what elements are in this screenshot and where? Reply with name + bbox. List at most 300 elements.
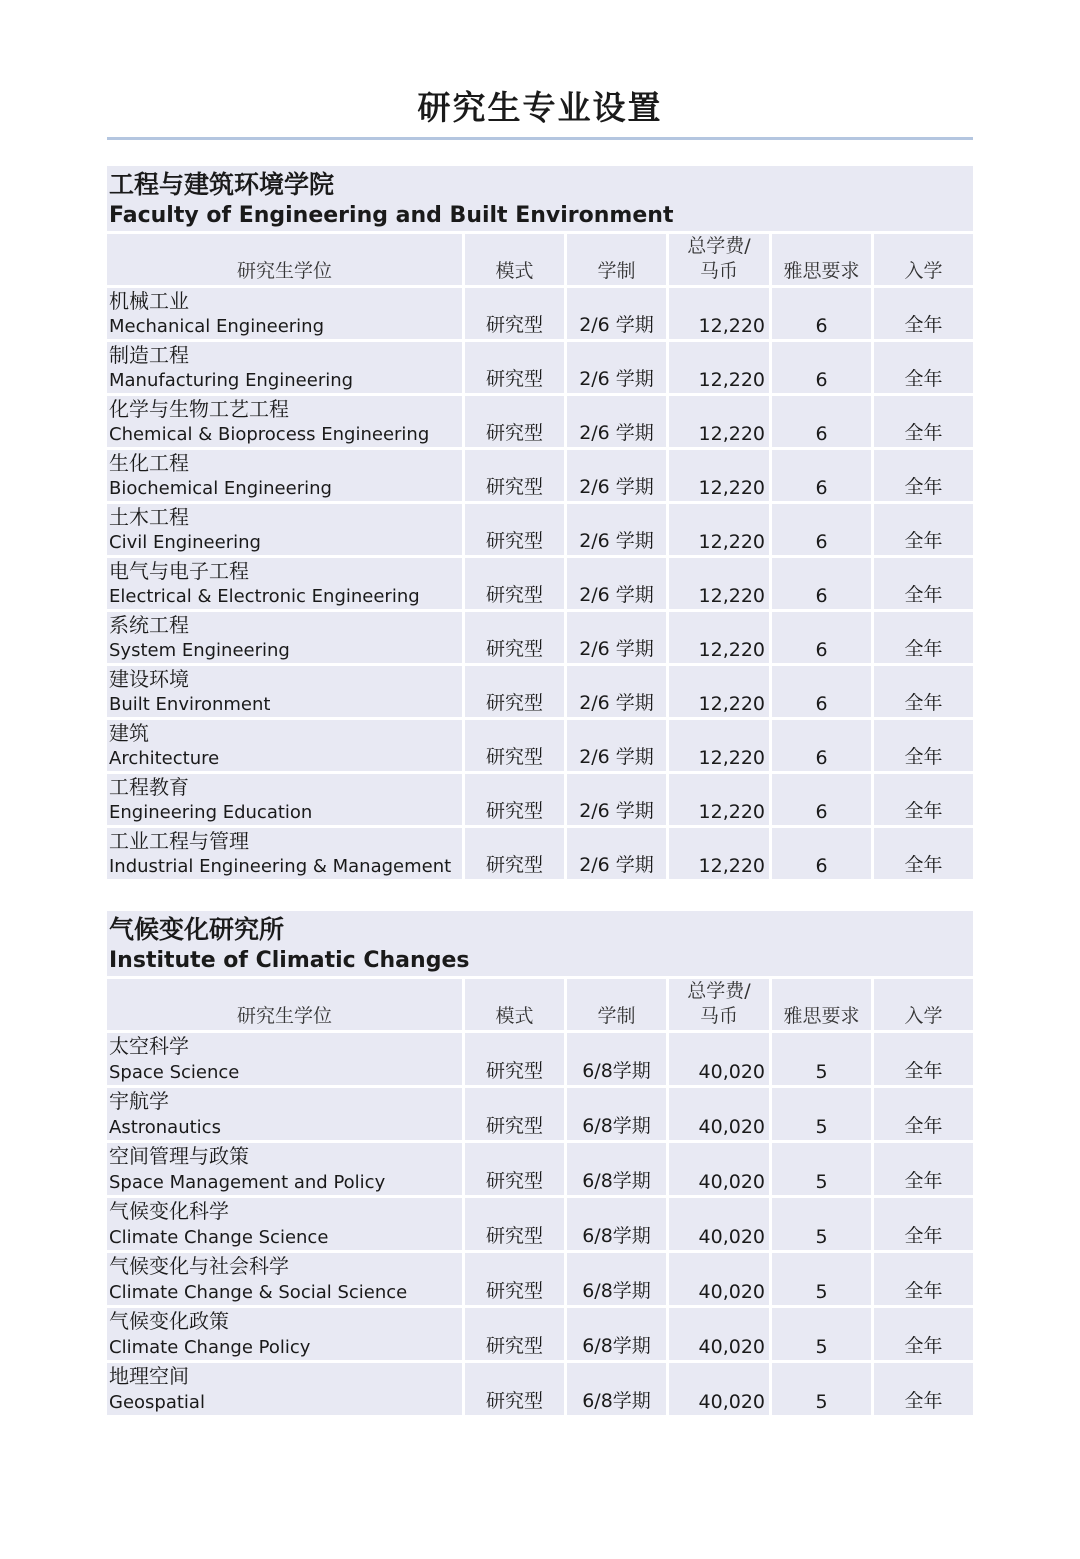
table-row: [107, 504, 973, 558]
mode-value: 研究型: [485, 800, 543, 822]
fee-value: 12,220: [698, 747, 765, 769]
duration-value: 6/8学期: [582, 1060, 651, 1082]
table-row: [107, 1143, 973, 1198]
intake-cell: [874, 1033, 973, 1085]
program-name-en: Climate Change & Social Science: [109, 1282, 408, 1303]
program-name-zh: 生化工程: [109, 451, 189, 475]
table-row: [107, 612, 973, 666]
program-name-en: Built Environment: [109, 694, 271, 715]
fee-value: 12,220: [698, 639, 765, 661]
mode-value: 研究型: [485, 1335, 543, 1357]
duration-cell: [567, 1363, 669, 1415]
ielts-cell: [772, 828, 874, 879]
intake-cell: [874, 774, 973, 825]
program-name-zh: 系统工程: [109, 613, 189, 637]
intake-cell: [874, 612, 973, 663]
fee-value: 12,220: [698, 801, 765, 823]
section-title-en: Institute of Climatic Changes: [109, 948, 470, 973]
mode-value: 研究型: [485, 1390, 543, 1412]
duration-cell: [567, 828, 669, 879]
program-cell: [107, 828, 465, 879]
program-cell: [107, 1363, 465, 1415]
program-name: [107, 396, 429, 447]
mode-cell: [465, 612, 567, 663]
intake-value: 全年: [904, 1390, 943, 1412]
fee-value: 12,220: [698, 477, 765, 499]
ielts-cell: [772, 288, 874, 339]
mode-value: 研究型: [485, 476, 543, 498]
fee-cell: [669, 504, 772, 555]
program-name-zh: 气候变化政策: [109, 1309, 229, 1333]
ielts-value: 6: [815, 855, 828, 877]
mode-value: 研究型: [485, 422, 543, 444]
section-header: [107, 166, 973, 234]
duration-value: 2/6 学期: [579, 368, 654, 390]
program-name-en: Space Management and Policy: [109, 1172, 386, 1193]
table-row: [107, 666, 973, 720]
program-name-en: Biochemical Engineering: [109, 478, 332, 499]
ielts-cell: [772, 1308, 874, 1360]
column-header-degree: [107, 979, 465, 1030]
intake-cell: [874, 828, 973, 879]
intake-value: 全年: [904, 854, 943, 876]
intake-value: 全年: [904, 692, 943, 714]
program-name-en: Mechanical Engineering: [109, 316, 324, 337]
column-header-ielts: [772, 234, 874, 285]
program-name-zh: 气候变化与社会科学: [109, 1254, 289, 1278]
ielts-value: 6: [815, 531, 828, 553]
program-name: [107, 288, 324, 339]
program-name-zh: 工业工程与管理: [109, 829, 249, 853]
column-header-fee: [669, 979, 772, 1030]
program-name-en: Climate Change Science: [109, 1227, 329, 1248]
fee-cell: [669, 396, 772, 447]
column-header-intake-label: 入学: [904, 260, 943, 282]
program-name: [107, 1363, 205, 1415]
fee-cell: [669, 342, 772, 393]
mode-cell: [465, 1088, 567, 1140]
table-row: [107, 342, 973, 396]
program-name-en: Astronautics: [109, 1117, 221, 1138]
ielts-cell: [772, 342, 874, 393]
intake-value: 全年: [904, 530, 943, 552]
ielts-value: 5: [815, 1171, 828, 1193]
intake-value: 全年: [904, 638, 943, 660]
intake-cell: [874, 504, 973, 555]
ielts-value: 6: [815, 747, 828, 769]
ielts-value: 5: [815, 1226, 828, 1248]
program-name: [107, 774, 312, 825]
intake-value: 全年: [904, 1280, 943, 1302]
fee-value: 12,220: [698, 693, 765, 715]
ielts-value: 6: [815, 801, 828, 823]
intake-cell: [874, 288, 973, 339]
fee-value: 40,020: [698, 1171, 765, 1193]
mode-value: 研究型: [485, 368, 543, 390]
ielts-cell: [772, 1198, 874, 1250]
duration-cell: [567, 774, 669, 825]
program-name: [107, 1033, 239, 1085]
program-cell: [107, 1033, 465, 1085]
ielts-cell: [772, 720, 874, 771]
mode-cell: [465, 1308, 567, 1360]
program-name: [107, 1308, 310, 1360]
fee-cell: [669, 1363, 772, 1415]
program-name-zh: 建设环境: [109, 667, 189, 691]
fee-cell: [669, 612, 772, 663]
duration-cell: [567, 396, 669, 447]
duration-cell: [567, 342, 669, 393]
fee-cell: [669, 450, 772, 501]
mode-value: 研究型: [485, 1280, 543, 1302]
program-name: [107, 450, 332, 501]
duration-cell: [567, 1198, 669, 1250]
ielts-value: 5: [815, 1061, 828, 1083]
intake-cell: [874, 1143, 973, 1195]
program-name: [107, 1143, 385, 1195]
duration-value: 2/6 学期: [579, 314, 654, 336]
table-row: [107, 396, 973, 450]
program-name: [107, 558, 420, 609]
intake-value: 全年: [904, 1335, 943, 1357]
intake-cell: [874, 1363, 973, 1415]
fee-cell: [669, 558, 772, 609]
fee-cell: [669, 666, 772, 717]
title-underline: [107, 137, 973, 140]
fee-cell: [669, 1198, 772, 1250]
program-cell: [107, 1198, 465, 1250]
duration-value: 2/6 学期: [579, 476, 654, 498]
duration-value: 2/6 学期: [579, 638, 654, 660]
fee-cell: [669, 720, 772, 771]
mode-value: 研究型: [485, 638, 543, 660]
fee-value: 12,220: [698, 585, 765, 607]
fee-cell: [669, 288, 772, 339]
fee-value: 12,220: [698, 315, 765, 337]
duration-cell: [567, 1143, 669, 1195]
duration-value: 2/6 学期: [579, 422, 654, 444]
fee-cell: [669, 1253, 772, 1305]
column-header-ielts-label: 雅思要求: [783, 1005, 860, 1027]
ielts-value: 5: [815, 1116, 828, 1138]
fee-header-line2: 马币: [699, 259, 738, 282]
program-cell: [107, 1088, 465, 1140]
duration-value: 2/6 学期: [579, 854, 654, 876]
ielts-value: 6: [815, 369, 828, 391]
duration-cell: [567, 558, 669, 609]
column-header-degree: [107, 234, 465, 285]
program-cell: [107, 720, 465, 771]
intake-cell: [874, 342, 973, 393]
program-cell: [107, 558, 465, 609]
table-row: [107, 1033, 973, 1088]
column-header-degree-label: 研究生学位: [236, 260, 332, 282]
program-cell: [107, 1253, 465, 1305]
duration-value: 2/6 学期: [579, 746, 654, 768]
mode-cell: [465, 396, 567, 447]
program-name-en: Manufacturing Engineering: [109, 370, 354, 391]
program-cell: [107, 1308, 465, 1360]
table-row: [107, 720, 973, 774]
program-cell: [107, 504, 465, 555]
intake-value: 全年: [904, 476, 943, 498]
duration-cell: [567, 612, 669, 663]
mode-value: 研究型: [485, 584, 543, 606]
fee-cell: [669, 1033, 772, 1085]
table-row: [107, 1253, 973, 1308]
program-name: [107, 342, 353, 393]
duration-cell: [567, 1033, 669, 1085]
mode-value: 研究型: [485, 1115, 543, 1137]
table-row: [107, 288, 973, 342]
section-engineering: [107, 166, 973, 882]
mode-cell: [465, 1253, 567, 1305]
duration-value: 6/8学期: [582, 1170, 651, 1192]
column-header-mode: [465, 979, 567, 1030]
duration-cell: [567, 1308, 669, 1360]
intake-value: 全年: [904, 422, 943, 444]
intake-cell: [874, 450, 973, 501]
program-name-zh: 机械工业: [109, 289, 189, 313]
column-header-duration-label: 学制: [597, 1005, 636, 1027]
mode-value: 研究型: [485, 746, 543, 768]
ielts-value: 6: [815, 693, 828, 715]
column-header-intake: [874, 234, 973, 285]
intake-cell: [874, 1308, 973, 1360]
table-row: [107, 828, 973, 882]
ielts-value: 5: [815, 1391, 828, 1413]
ielts-cell: [772, 1363, 874, 1415]
ielts-cell: [772, 1033, 874, 1085]
program-name-en: Chemical & Bioprocess Engineering: [109, 424, 430, 445]
duration-cell: [567, 504, 669, 555]
mode-cell: [465, 1363, 567, 1415]
program-name-en: Civil Engineering: [109, 532, 261, 553]
column-header-ielts: [772, 979, 874, 1030]
column-header-intake: [874, 979, 973, 1030]
column-header-mode-label: 模式: [495, 260, 534, 282]
duration-cell: [567, 720, 669, 771]
program-name-zh: 电气与电子工程: [109, 559, 249, 583]
ielts-cell: [772, 450, 874, 501]
intake-value: 全年: [904, 1225, 943, 1247]
fee-value: 12,220: [698, 855, 765, 877]
fee-value: 40,020: [698, 1061, 765, 1083]
column-header-degree-label: 研究生学位: [236, 1005, 332, 1027]
column-header-mode: [465, 234, 567, 285]
section-title-en: Faculty of Engineering and Built Environment: [109, 203, 674, 228]
fee-value: 40,020: [698, 1281, 765, 1303]
ielts-cell: [772, 1088, 874, 1140]
duration-value: 6/8学期: [582, 1390, 651, 1412]
program-name-zh: 气候变化科学: [109, 1199, 229, 1223]
table-row: [107, 1088, 973, 1143]
mode-cell: [465, 828, 567, 879]
program-name-zh: 化学与生物工艺工程: [109, 397, 289, 421]
intake-cell: [874, 720, 973, 771]
fee-cell: [669, 774, 772, 825]
program-name: [107, 666, 270, 717]
program-name: [107, 720, 219, 771]
program-name-en: Space Science: [109, 1062, 240, 1083]
program-cell: [107, 612, 465, 663]
program-cell: [107, 774, 465, 825]
column-header-duration-label: 学制: [597, 260, 636, 282]
mode-cell: [465, 1198, 567, 1250]
duration-cell: [567, 666, 669, 717]
fee-value: 40,020: [698, 1391, 765, 1413]
program-name-en: Geospatial: [109, 1392, 205, 1413]
section-header: [107, 911, 973, 979]
column-header-fee: [669, 234, 772, 285]
fee-header-line1: 总学费/: [687, 979, 751, 1002]
program-name-en: Climate Change Policy: [109, 1337, 311, 1358]
ielts-value: 6: [815, 315, 828, 337]
program-name: [107, 828, 451, 879]
ielts-value: 6: [815, 423, 828, 445]
fee-value: 12,220: [698, 531, 765, 553]
fee-cell: [669, 1308, 772, 1360]
program-name-en: Engineering Education: [109, 802, 313, 823]
mode-value: 研究型: [485, 530, 543, 552]
intake-cell: [874, 666, 973, 717]
program-cell: [107, 450, 465, 501]
ielts-value: 6: [815, 585, 828, 607]
intake-cell: [874, 1088, 973, 1140]
duration-value: 2/6 学期: [579, 692, 654, 714]
fee-value: 12,220: [698, 369, 765, 391]
intake-value: 全年: [904, 800, 943, 822]
ielts-value: 5: [815, 1336, 828, 1358]
ielts-cell: [772, 1253, 874, 1305]
intake-cell: [874, 396, 973, 447]
fee-cell: [669, 828, 772, 879]
mode-cell: [465, 774, 567, 825]
program-cell: [107, 288, 465, 339]
mode-value: 研究型: [485, 314, 543, 336]
program-name-zh: 土木工程: [109, 505, 189, 529]
program-name: [107, 1088, 221, 1140]
intake-cell: [874, 1253, 973, 1305]
duration-value: 6/8学期: [582, 1115, 651, 1137]
program-cell: [107, 396, 465, 447]
mode-cell: [465, 558, 567, 609]
program-name-zh: 宇航学: [109, 1089, 169, 1113]
ielts-cell: [772, 396, 874, 447]
fee-cell: [669, 1143, 772, 1195]
ielts-value: 6: [815, 477, 828, 499]
table-row: [107, 774, 973, 828]
duration-cell: [567, 288, 669, 339]
duration-value: 2/6 学期: [579, 530, 654, 552]
column-header-intake-label: 入学: [904, 1005, 943, 1027]
program-name-en: Architecture: [109, 748, 220, 769]
ielts-value: 6: [815, 639, 828, 661]
mode-value: 研究型: [485, 1225, 543, 1247]
intake-cell: [874, 558, 973, 609]
ielts-cell: [772, 1143, 874, 1195]
program-name-zh: 建筑: [109, 721, 149, 745]
fee-header-line1: 总学费/: [687, 234, 751, 257]
duration-value: 6/8学期: [582, 1335, 651, 1357]
intake-value: 全年: [904, 1115, 943, 1137]
program-name: [107, 1253, 407, 1305]
page-title: 研究生专业设置: [417, 88, 663, 127]
duration-cell: [567, 450, 669, 501]
ielts-cell: [772, 504, 874, 555]
intake-value: 全年: [904, 314, 943, 336]
fee-value: 40,020: [698, 1336, 765, 1358]
column-header-ielts-label: 雅思要求: [783, 260, 860, 282]
column-header-duration: [567, 979, 669, 1030]
fee-cell: [669, 1088, 772, 1140]
table-row: [107, 1198, 973, 1253]
section-title-zh: 工程与建筑环境学院: [109, 170, 335, 199]
mode-cell: [465, 1033, 567, 1085]
program-name-zh: 地理空间: [109, 1364, 189, 1388]
column-header-duration: [567, 234, 669, 285]
duration-cell: [567, 1088, 669, 1140]
duration-value: 2/6 学期: [579, 584, 654, 606]
mode-cell: [465, 450, 567, 501]
fee-value: 12,220: [698, 423, 765, 445]
program-name-en: Industrial Engineering & Management: [109, 856, 452, 877]
mode-cell: [465, 720, 567, 771]
program-name: [107, 1198, 328, 1250]
ielts-cell: [772, 774, 874, 825]
program-name: [107, 612, 290, 663]
program-name-zh: 工程教育: [109, 775, 189, 799]
table-row: [107, 1308, 973, 1363]
intake-cell: [874, 1198, 973, 1250]
mode-cell: [465, 504, 567, 555]
column-header-mode-label: 模式: [495, 1005, 534, 1027]
table-row: [107, 558, 973, 612]
mode-cell: [465, 1143, 567, 1195]
mode-value: 研究型: [485, 1060, 543, 1082]
intake-value: 全年: [904, 746, 943, 768]
duration-value: 6/8学期: [582, 1280, 651, 1302]
program-name-zh: 制造工程: [109, 343, 189, 367]
table-header-row: [107, 979, 973, 1033]
section-climatic-changes: [107, 911, 973, 1418]
table-header-row: [107, 234, 973, 288]
program-name-zh: 空间管理与政策: [109, 1144, 249, 1168]
mode-cell: [465, 666, 567, 717]
mode-value: 研究型: [485, 854, 543, 876]
program-cell: [107, 666, 465, 717]
mode-value: 研究型: [485, 692, 543, 714]
program-name-zh: 太空科学: [109, 1034, 189, 1058]
fee-value: 40,020: [698, 1116, 765, 1138]
program-name-en: System Engineering: [109, 640, 290, 661]
duration-value: 6/8学期: [582, 1225, 651, 1247]
mode-cell: [465, 342, 567, 393]
program-cell: [107, 1143, 465, 1195]
program-name-en: Electrical & Electronic Engineering: [109, 586, 420, 607]
fee-header-line2: 马币: [699, 1004, 738, 1027]
intake-value: 全年: [904, 1170, 943, 1192]
program-name: [107, 504, 261, 555]
program-cell: [107, 342, 465, 393]
intake-value: 全年: [904, 368, 943, 390]
ielts-cell: [772, 612, 874, 663]
table-row: [107, 1363, 973, 1418]
ielts-cell: [772, 666, 874, 717]
duration-value: 2/6 学期: [579, 800, 654, 822]
duration-cell: [567, 1253, 669, 1305]
ielts-value: 5: [815, 1281, 828, 1303]
